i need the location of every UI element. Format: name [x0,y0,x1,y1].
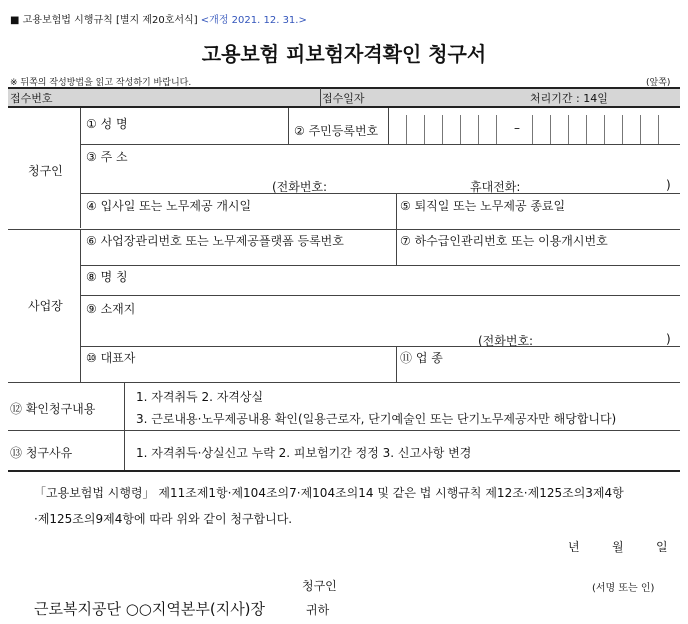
mgmt-divider [396,229,397,265]
rrn-cell[interactable] [496,115,497,145]
document-title: 고용보험 피보험자격확인 청구서 [201,42,487,66]
end-date-label: ⑤ 퇴직일 또는 노무제공 종료일 [400,199,566,213]
rrn-cell[interactable] [550,115,551,145]
rule [80,295,680,296]
claimant-phone-label: (전화번호: [272,180,328,194]
claimant-signature-label: 청구인 [302,579,337,593]
receipt-date-label: 접수일자 [322,92,365,105]
workplace-divider [80,229,81,382]
notice-text: ※ 뒤쪽의 작성방법을 읽고 작성하기 바랍니다. [10,78,192,88]
receipt-divider [320,88,321,106]
location-label: ⑨ 소재지 [86,302,136,316]
law-reference: 고용보험법 시행규칙 [별지 제20호서식] [22,15,198,26]
header-line [10,11,307,26]
addressee-honorific: 귀하 [306,603,330,617]
claimant-close-paren: ) [666,178,671,192]
rrn-label-divider [388,108,389,144]
workplace-name-label: ⑧ 명 칭 [86,270,128,284]
rrn-divider [288,108,289,144]
confirm-content-label: ⑫ 확인청구내용 [10,402,96,416]
legal-statement-line-1: 「고용보험법 시행령」 제11조제1항·제104조의7·제104조의14 및 같은 법 시행규칙 제12조·제125조의3제4항 [34,486,624,500]
section-rule [8,382,680,383]
rep-divider [396,346,397,382]
rrn-cell[interactable] [442,115,443,145]
page-side-label: (앞쪽) [646,78,671,88]
revision-note: <개정 2021. 12. 31.> [200,15,307,26]
rrn-cell[interactable] [406,115,407,145]
confirm-line-1: 1. 자격취득 2. 자격상실 [136,390,264,404]
section-rule [8,430,680,431]
claim-reason-content: 1. 자격취득·상실신고 누락 2. 피보험기간 정정 3. 신고사항 변경 [136,446,472,460]
addressee-org: 근로복지공단 ○○지역본부(지사)장 [34,600,266,618]
top-rule [8,87,680,89]
rule [80,346,680,347]
representative-label: ⑩ 대표자 [86,351,136,365]
day-label: 일 [656,540,668,554]
rule [80,144,680,145]
receipt-number-label: 접수번호 [10,92,53,105]
rrn-cell[interactable] [604,115,605,145]
claimant-divider [80,108,81,228]
date-divider [396,193,397,229]
rrn-label: ② 주민등록번호 [294,124,379,138]
confirm-divider [124,382,125,430]
workplace-phone-label: (전화번호: [478,334,534,348]
rrn-cell[interactable] [640,115,641,145]
rrn-cell[interactable] [478,115,479,145]
rrn-cell[interactable] [568,115,569,145]
rrn-cell[interactable] [532,115,533,145]
industry-label: ⑪ 업 종 [400,351,443,365]
confirm-line-2: 3. 근로내용·노무제공내용 확인(일용근로자, 단기예술인 또는 단기노무제공자만 해당합니다) [136,412,617,426]
processing-period: 처리기간 : 14일 [530,92,608,105]
section-rule [8,229,680,230]
rule [80,193,680,194]
claimant-section-label: 청구인 [28,164,63,178]
address-label: ③ 주 소 [86,150,128,164]
sign-note: (서명 또는 인) [592,583,655,594]
year-label: 년 [568,540,580,554]
workplace-close-paren: ) [666,332,671,346]
legal-statement-line-2: ·제125조의9제4항에 따라 위와 같이 청구합니다. [34,512,293,526]
month-label: 월 [612,540,624,554]
reason-divider [124,430,125,470]
table-bottom-rule [8,470,680,472]
mgmt-no-label: ⑥ 사업장관리번호 또는 노무제공플랫폼 등록번호 [86,234,344,248]
start-date-label: ④ 입사일 또는 노무제공 개시일 [86,199,252,213]
claimant-name-label: ① 성 명 [86,117,128,131]
rule [80,265,680,266]
subcontract-label: ⑦ 하수급인관리번호 또는 이용개시번호 [400,234,608,248]
workplace-section-label: 사업장 [28,299,63,313]
claimant-mobile-label: 휴대전화: [470,180,521,194]
rrn-cell[interactable] [460,115,461,145]
rrn-cell[interactable] [424,115,425,145]
rrn-cell[interactable] [622,115,623,145]
rrn-dash: – [514,121,520,135]
bullet-icon: ■ [10,15,20,26]
claim-reason-label: ⑬ 청구사유 [10,446,73,460]
rrn-cell[interactable] [586,115,587,145]
rrn-cell[interactable] [658,115,659,145]
receipt-bottom-rule [8,106,680,108]
